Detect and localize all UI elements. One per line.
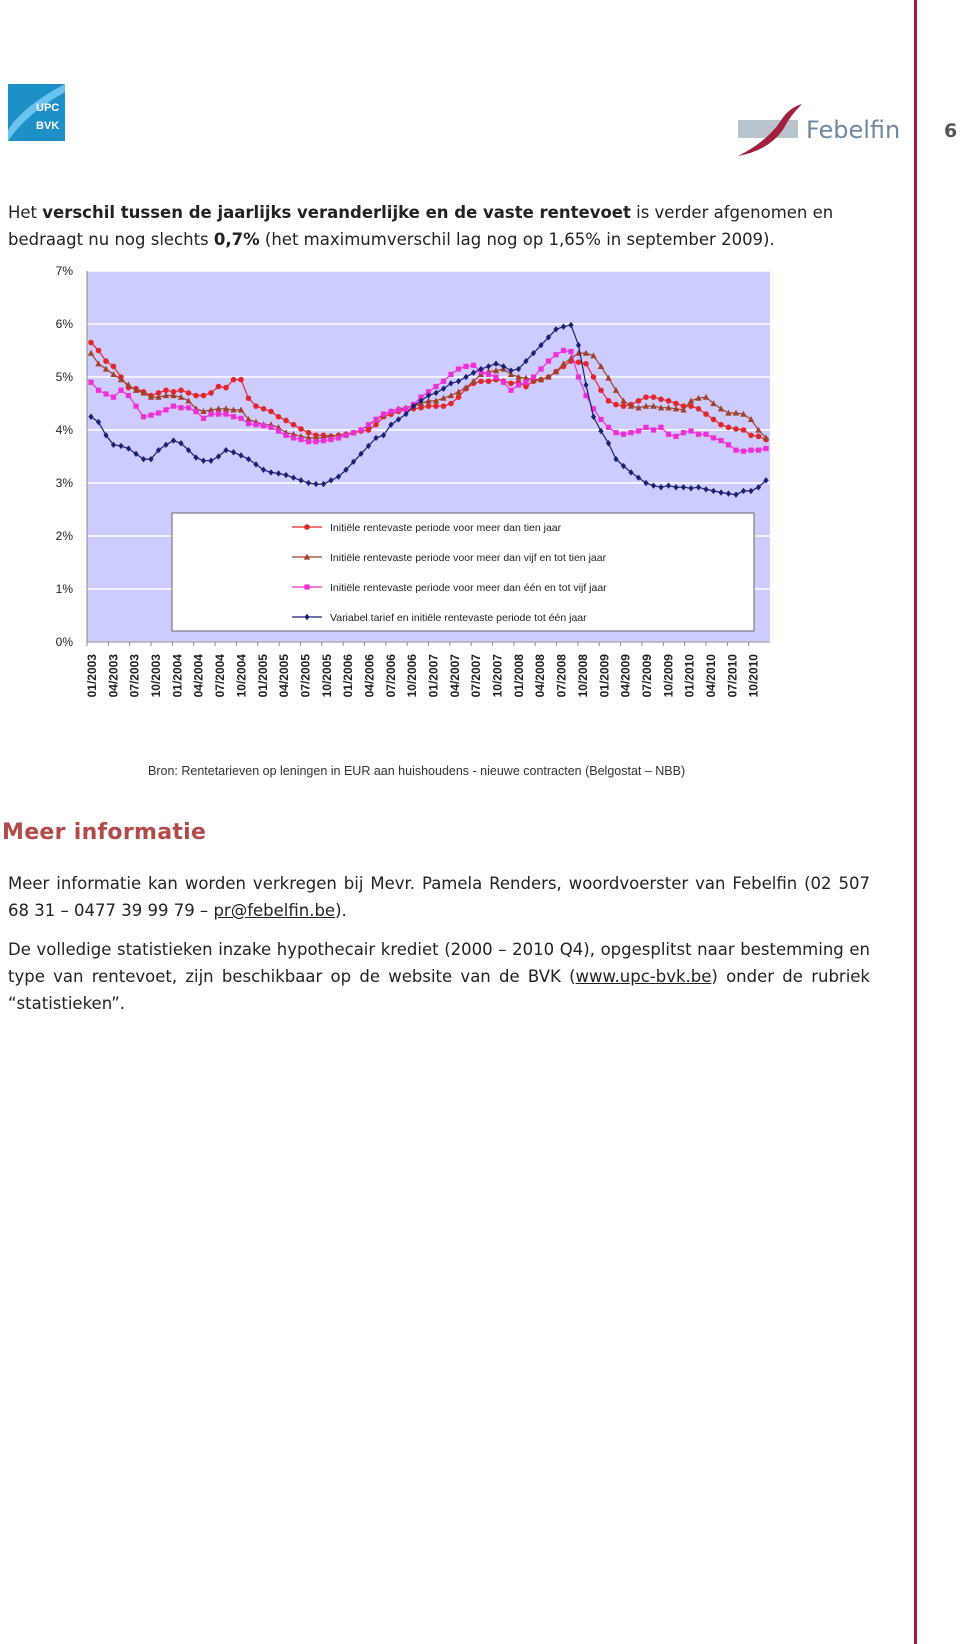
y-tick-label: 7% — [55, 264, 73, 278]
data-point — [681, 430, 686, 435]
x-tick-label: 10/2008 — [575, 654, 590, 698]
data-point — [636, 398, 642, 404]
x-tick-label: 07/2004 — [213, 654, 228, 698]
data-point — [403, 406, 408, 411]
data-point — [148, 413, 153, 418]
data-point — [426, 403, 432, 409]
data-point — [703, 432, 708, 437]
chart-source: Bron: Rentetarieven op leningen in EUR aan huishoudens - nieuwe contracten (Belgostat – NBB) — [148, 764, 686, 778]
x-tick-label: 07/2009 — [639, 654, 654, 698]
data-point — [613, 430, 618, 435]
data-point — [613, 402, 619, 408]
data-point — [636, 428, 641, 433]
intro-text: Het — [8, 203, 43, 222]
data-point — [388, 409, 393, 414]
statistics-text: De volledige statistieken inzake hypothecair krediet (2000 – 2010 Q4), opgesplitst naar bestemming en type van rentevoet, zijn beschikbaar op de website van de BVK ( — [8, 940, 870, 986]
data-point — [433, 403, 439, 409]
data-point — [583, 361, 589, 367]
y-tick-label: 5% — [55, 370, 73, 384]
data-point — [343, 433, 348, 438]
data-point — [291, 422, 297, 428]
data-point — [298, 437, 303, 442]
data-point — [486, 372, 491, 377]
data-point — [253, 403, 259, 409]
data-point — [88, 340, 94, 346]
legend-item — [292, 552, 607, 564]
data-point — [96, 348, 102, 354]
data-point — [351, 430, 356, 435]
intro-text: (het maximumverschil lag nog op 1,65% in september 2009). — [259, 230, 775, 249]
legend-item — [292, 612, 587, 624]
x-tick-label: 01/2004 — [170, 654, 185, 698]
data-point — [576, 374, 581, 379]
data-point — [321, 438, 326, 443]
x-tick-label: 01/2005 — [255, 654, 270, 698]
data-point — [216, 412, 221, 417]
x-tick-label: 07/2005 — [298, 654, 313, 698]
data-point — [591, 374, 597, 380]
data-point — [441, 379, 446, 384]
data-point — [673, 434, 678, 439]
data-point — [718, 422, 724, 428]
data-point — [223, 385, 229, 391]
data-point — [358, 427, 363, 432]
data-point — [103, 358, 109, 364]
data-point — [703, 411, 709, 417]
data-point — [538, 366, 543, 371]
data-point — [651, 394, 657, 400]
data-point — [298, 426, 304, 432]
data-point — [208, 390, 214, 396]
contact-text-end: ). — [335, 901, 347, 920]
data-point — [373, 422, 379, 428]
data-point — [261, 406, 267, 412]
page-number: 6 — [944, 120, 958, 142]
data-point — [598, 387, 604, 393]
data-point — [718, 438, 723, 443]
data-point — [111, 364, 117, 370]
data-point — [328, 437, 333, 442]
data-point — [133, 404, 138, 409]
data-point — [186, 390, 192, 396]
svg-text:Febelfin: Febelfin — [806, 116, 901, 144]
data-point — [201, 416, 206, 421]
legend-label: Initiële rentevaste periode voor meer dan één en tot vijf jaar — [330, 582, 607, 594]
x-tick-label: 10/2005 — [319, 654, 334, 698]
data-point — [276, 428, 281, 433]
data-point — [568, 349, 573, 354]
data-point — [658, 425, 663, 430]
section-heading: Meer informatie — [2, 820, 207, 845]
statistics-paragraph — [8, 936, 870, 1017]
data-point — [621, 432, 626, 437]
x-tick-label: 07/2003 — [127, 654, 142, 698]
statistics-text-end: ) onder de rubriek “statistieken”. — [8, 967, 870, 1013]
x-tick-label: 01/2009 — [597, 654, 612, 698]
x-tick-label: 04/2003 — [106, 654, 121, 698]
right-margin-rule — [914, 0, 917, 1644]
data-point — [456, 366, 461, 371]
data-point — [688, 403, 694, 409]
data-point — [606, 398, 612, 404]
data-point — [283, 418, 289, 424]
interest-rate-chart — [40, 264, 820, 748]
data-point — [156, 410, 161, 415]
y-tick-label: 4% — [55, 423, 73, 437]
x-tick-label: 10/2007 — [490, 654, 505, 698]
intro-emphasis: verschil tussen de jaarlijks veranderlijke en de vaste rentevoet — [42, 203, 631, 222]
data-point — [396, 407, 401, 412]
x-tick-label: 10/2003 — [149, 654, 164, 698]
data-point — [261, 423, 266, 428]
data-point — [178, 405, 183, 410]
data-point — [748, 448, 753, 453]
data-point — [171, 404, 176, 409]
data-point — [561, 348, 566, 353]
data-point — [546, 359, 551, 364]
data-point — [433, 384, 438, 389]
data-point — [283, 433, 288, 438]
y-tick-label: 2% — [55, 529, 73, 543]
data-point — [516, 382, 521, 387]
legend-marker — [304, 524, 310, 530]
data-point — [756, 434, 762, 440]
data-point — [238, 416, 243, 421]
data-point — [291, 435, 296, 440]
data-point — [381, 412, 386, 417]
data-point — [88, 380, 93, 385]
data-point — [246, 395, 252, 401]
data-point — [696, 406, 702, 412]
x-tick-label: 04/2008 — [533, 654, 548, 698]
intro-paragraph — [8, 199, 888, 253]
data-point — [763, 446, 768, 451]
x-tick-label: 04/2005 — [277, 654, 292, 698]
data-point — [726, 425, 732, 431]
data-point — [276, 414, 282, 420]
data-point — [696, 432, 701, 437]
x-tick-label: 01/2006 — [341, 654, 356, 698]
x-tick-label: 04/2006 — [362, 654, 377, 698]
data-point — [448, 372, 453, 377]
data-point — [456, 394, 462, 400]
data-point — [268, 425, 273, 430]
data-point — [313, 439, 318, 444]
data-point — [711, 435, 716, 440]
data-point — [741, 427, 747, 433]
data-point — [643, 394, 649, 400]
legend-item — [292, 522, 562, 534]
data-point — [253, 422, 258, 427]
data-point — [508, 381, 514, 387]
x-tick-label: 10/2004 — [234, 654, 249, 698]
svg-text:UPC: UPC — [36, 102, 60, 114]
contact-text: Meer informatie kan worden verkregen bij Mevr. Pamela Renders, woordvoerster van Febelfin (02 507 68 31 – 0477 39 99 79 – — [8, 874, 870, 920]
data-point — [748, 433, 754, 439]
legend-label: Initiële rentevaste periode voor meer dan tien jaar — [330, 522, 562, 534]
legend-label: Initiële rentevaste periode voor meer dan vijf en tot tien jaar — [330, 552, 607, 564]
data-point — [268, 409, 274, 415]
email-link[interactable]: pr@febelfin.be — [213, 901, 336, 920]
data-point — [478, 378, 484, 384]
x-tick-label: 04/2007 — [447, 654, 462, 698]
data-point — [141, 414, 146, 419]
data-point — [493, 374, 498, 379]
data-point — [711, 417, 717, 423]
data-point — [246, 421, 251, 426]
data-point — [178, 387, 184, 393]
x-tick-label: 10/2009 — [661, 654, 676, 698]
data-point — [501, 380, 506, 385]
data-point — [463, 364, 468, 369]
data-point — [366, 422, 371, 427]
data-point — [111, 395, 116, 400]
data-point — [193, 393, 199, 399]
website-link[interactable]: www.upc-bvk.be — [575, 967, 712, 986]
x-tick-label: 01/2008 — [511, 654, 526, 698]
data-point — [231, 377, 237, 383]
data-point — [336, 435, 341, 440]
legend-label: Variabel tarief en initiële rentevaste periode tot één jaar — [330, 612, 587, 624]
data-point — [756, 448, 761, 453]
x-tick-label: 07/2007 — [469, 654, 484, 698]
data-point — [201, 393, 207, 399]
x-tick-label: 01/2003 — [85, 654, 99, 698]
data-point — [531, 374, 536, 379]
data-point — [163, 407, 168, 412]
data-point — [103, 391, 108, 396]
data-point — [666, 398, 672, 404]
x-tick-label: 04/2009 — [618, 654, 633, 698]
data-point — [643, 425, 648, 430]
chart-legend — [172, 513, 754, 631]
data-point — [741, 449, 746, 454]
intro-text: is verder afgenomen en bedraagt nu nog slechts — [8, 203, 834, 249]
data-point — [726, 442, 731, 447]
data-point — [523, 380, 528, 385]
y-tick-label: 3% — [55, 476, 73, 490]
data-point — [96, 388, 101, 393]
x-tick-label: 04/2004 — [191, 654, 206, 698]
data-point — [606, 425, 611, 430]
data-point — [223, 412, 228, 417]
contact-paragraph — [8, 870, 870, 924]
data-point — [553, 352, 558, 357]
x-axis — [85, 642, 761, 697]
data-point — [486, 378, 492, 384]
data-point — [733, 448, 738, 453]
data-point — [216, 384, 222, 390]
x-tick-label: 07/2006 — [383, 654, 398, 698]
data-point — [621, 403, 627, 409]
svg-text:BVK: BVK — [36, 120, 60, 132]
data-point — [448, 401, 454, 407]
intro-percent: 0,7% — [213, 230, 260, 249]
data-point — [441, 403, 447, 409]
x-tick-label: 01/2007 — [426, 654, 441, 698]
data-point — [118, 388, 123, 393]
upc-bvk-logo — [8, 84, 65, 141]
data-point — [471, 363, 476, 368]
data-point — [231, 414, 236, 419]
data-point — [733, 426, 739, 432]
data-point — [373, 417, 378, 422]
data-point — [208, 412, 213, 417]
data-point — [508, 388, 513, 393]
data-point — [598, 417, 603, 422]
data-point — [666, 432, 671, 437]
y-tick-label: 0% — [55, 635, 73, 649]
legend-marker — [304, 584, 309, 589]
data-point — [186, 405, 191, 410]
data-point — [238, 377, 244, 383]
legend-item — [292, 582, 607, 594]
data-point — [576, 359, 582, 365]
x-tick-label: 07/2008 — [554, 654, 569, 698]
data-point — [126, 393, 131, 398]
x-tick-label: 10/2006 — [405, 654, 420, 698]
x-tick-label: 10/2010 — [746, 654, 761, 698]
data-point — [658, 396, 664, 402]
data-point — [688, 428, 693, 433]
data-point — [628, 430, 633, 435]
data-point — [306, 439, 311, 444]
x-tick-label: 04/2010 — [703, 654, 718, 698]
y-tick-label: 6% — [55, 317, 73, 331]
febelfin-logo — [736, 104, 901, 160]
data-point — [651, 427, 656, 432]
y-tick-label: 1% — [55, 582, 73, 596]
x-tick-label: 01/2010 — [682, 654, 697, 698]
data-point — [193, 409, 198, 414]
x-tick-label: 07/2010 — [725, 654, 740, 698]
